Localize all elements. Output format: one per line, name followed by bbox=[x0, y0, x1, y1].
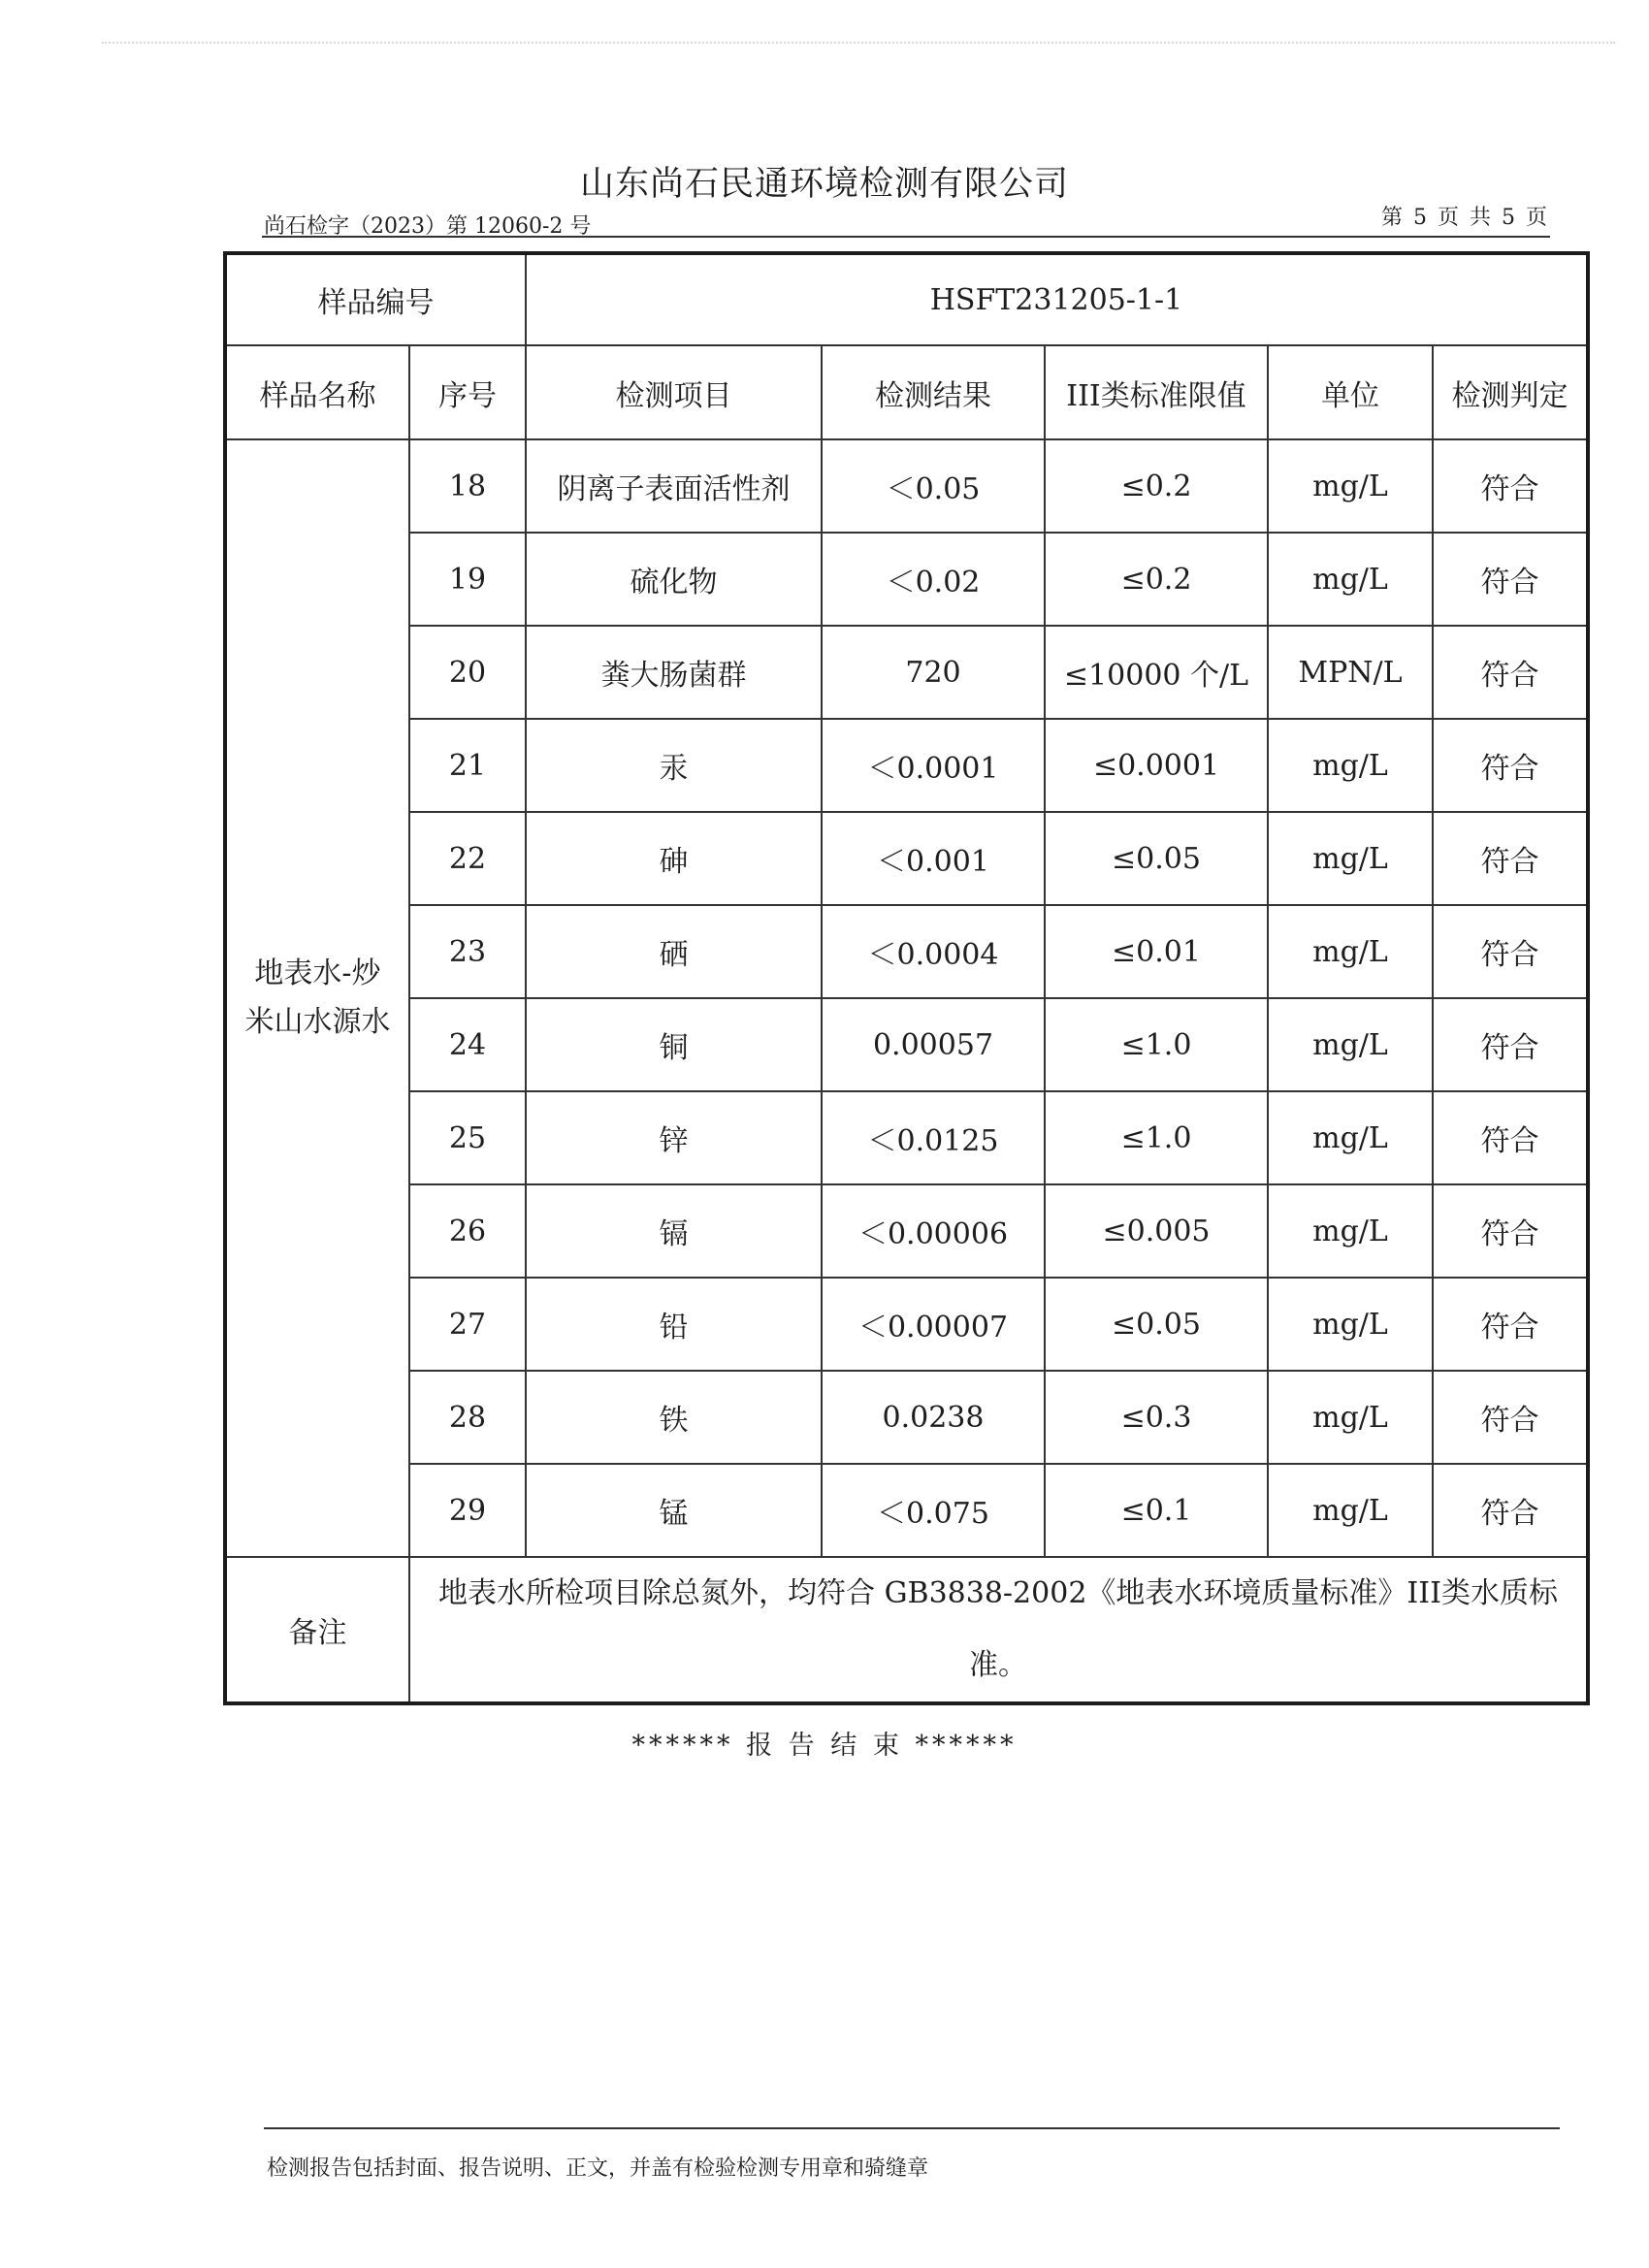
col-header-verdict: 检测判定 bbox=[1433, 345, 1588, 439]
row-verdict: 符合 bbox=[1433, 1184, 1588, 1278]
row-no: 19 bbox=[409, 533, 526, 626]
col-header-sample-name: 样品名称 bbox=[225, 345, 409, 439]
row-verdict: 符合 bbox=[1433, 905, 1588, 998]
table-row bbox=[225, 1371, 1588, 1464]
row-limit: ≤0.05 bbox=[1045, 1278, 1268, 1371]
row-verdict: 符合 bbox=[1433, 1278, 1588, 1371]
row-item: 镉 bbox=[526, 1184, 822, 1278]
row-verdict: 符合 bbox=[1433, 998, 1588, 1091]
footer-note: 检测报告包括封面、报告说明、正文，并盖有检验检测专用章和骑缝章 bbox=[267, 2156, 929, 2181]
row-limit: ≤0.2 bbox=[1045, 533, 1268, 626]
row-result: ＜0.00007 bbox=[822, 1278, 1045, 1371]
table-row bbox=[225, 1184, 1588, 1278]
row-result: 720 bbox=[822, 626, 1045, 719]
col-header-item: 检测项目 bbox=[526, 345, 822, 439]
table-row bbox=[225, 1091, 1588, 1184]
row-verdict: 符合 bbox=[1433, 1464, 1588, 1557]
report-end-mark: ****** 报 告 结 束 ****** bbox=[631, 1731, 1018, 1761]
row-item: 锰 bbox=[526, 1464, 822, 1557]
row-result: 0.0238 bbox=[822, 1371, 1045, 1464]
sample-id-row bbox=[225, 253, 1588, 345]
row-item: 硫化物 bbox=[526, 533, 822, 626]
row-limit: ≤0.01 bbox=[1045, 905, 1268, 998]
sample-id-value: HSFT231205-1-1 bbox=[526, 253, 1588, 345]
row-result: ＜0.075 bbox=[822, 1464, 1045, 1557]
row-unit: mg/L bbox=[1268, 998, 1433, 1091]
table-row bbox=[225, 998, 1588, 1091]
row-no: 21 bbox=[409, 719, 526, 812]
row-item: 锌 bbox=[526, 1091, 822, 1184]
row-no: 28 bbox=[409, 1371, 526, 1464]
table-row bbox=[225, 533, 1588, 626]
row-result: ＜0.0001 bbox=[822, 719, 1045, 812]
col-header-result: 检测结果 bbox=[822, 345, 1045, 439]
notes-label: 备注 bbox=[225, 1557, 409, 1703]
row-item: 铜 bbox=[526, 998, 822, 1091]
row-unit: mg/L bbox=[1268, 533, 1433, 626]
row-item: 硒 bbox=[526, 905, 822, 998]
row-unit: mg/L bbox=[1268, 1278, 1433, 1371]
row-result: ＜0.0125 bbox=[822, 1091, 1045, 1184]
row-no: 25 bbox=[409, 1091, 526, 1184]
row-limit: ≤0.2 bbox=[1045, 439, 1268, 533]
column-header-row bbox=[225, 345, 1588, 439]
row-no: 24 bbox=[409, 998, 526, 1091]
row-item: 粪大肠菌群 bbox=[526, 626, 822, 719]
row-limit: ≤10000 个/L bbox=[1045, 626, 1268, 719]
header-divider bbox=[262, 236, 1550, 238]
row-verdict: 符合 bbox=[1433, 626, 1588, 719]
row-no: 18 bbox=[409, 439, 526, 533]
row-verdict: 符合 bbox=[1433, 812, 1588, 905]
notes-row bbox=[225, 1557, 1588, 1703]
row-verdict: 符合 bbox=[1433, 439, 1588, 533]
row-result: 0.00057 bbox=[822, 998, 1045, 1091]
row-item: 砷 bbox=[526, 812, 822, 905]
row-unit: mg/L bbox=[1268, 812, 1433, 905]
row-no: 23 bbox=[409, 905, 526, 998]
row-limit: ≤0.0001 bbox=[1045, 719, 1268, 812]
row-verdict: 符合 bbox=[1433, 533, 1588, 626]
row-limit: ≤0.1 bbox=[1045, 1464, 1268, 1557]
sample-id-label: 样品编号 bbox=[225, 253, 526, 345]
row-no: 29 bbox=[409, 1464, 526, 1557]
row-result: ＜0.0004 bbox=[822, 905, 1045, 998]
row-limit: ≤1.0 bbox=[1045, 1091, 1268, 1184]
row-unit: MPN/L bbox=[1268, 626, 1433, 719]
table-row bbox=[225, 439, 1588, 533]
col-header-unit: 单位 bbox=[1268, 345, 1433, 439]
row-no: 20 bbox=[409, 626, 526, 719]
row-unit: mg/L bbox=[1268, 905, 1433, 998]
row-result: ＜0.001 bbox=[822, 812, 1045, 905]
row-verdict: 符合 bbox=[1433, 719, 1588, 812]
row-unit: mg/L bbox=[1268, 1464, 1433, 1557]
sample-name: 地表水-炒米山水源水 bbox=[225, 439, 409, 1557]
row-result: ＜0.05 bbox=[822, 439, 1045, 533]
results-table bbox=[223, 251, 1590, 1705]
row-limit: ≤1.0 bbox=[1045, 998, 1268, 1091]
row-unit: mg/L bbox=[1268, 439, 1433, 533]
row-limit: ≤0.005 bbox=[1045, 1184, 1268, 1278]
row-unit: mg/L bbox=[1268, 1184, 1433, 1278]
row-verdict: 符合 bbox=[1433, 1091, 1588, 1184]
row-item: 阴离子表面活性剂 bbox=[526, 439, 822, 533]
row-unit: mg/L bbox=[1268, 1371, 1433, 1464]
row-item: 汞 bbox=[526, 719, 822, 812]
table-row bbox=[225, 626, 1588, 719]
table-row bbox=[225, 1464, 1588, 1557]
row-unit: mg/L bbox=[1268, 719, 1433, 812]
notes-text: 地表水所检项目除总氮外，均符合 GB3838-2002《地表水环境质量标准》III类水质标准。 bbox=[409, 1557, 1588, 1703]
company-name: 山东尚石民通环境检测有限公司 bbox=[579, 165, 1069, 204]
col-header-no: 序号 bbox=[409, 345, 526, 439]
table-row bbox=[225, 812, 1588, 905]
col-header-limit: III类标准限值 bbox=[1045, 345, 1268, 439]
row-result: ＜0.02 bbox=[822, 533, 1045, 626]
table-row bbox=[225, 719, 1588, 812]
row-no: 26 bbox=[409, 1184, 526, 1278]
row-item: 铁 bbox=[526, 1371, 822, 1464]
scan-border-line bbox=[102, 42, 1615, 44]
table-row bbox=[225, 905, 1588, 998]
row-result: ＜0.00006 bbox=[822, 1184, 1045, 1278]
row-limit: ≤0.3 bbox=[1045, 1371, 1268, 1464]
footer-divider bbox=[264, 2127, 1560, 2129]
table-row bbox=[225, 1278, 1588, 1371]
report-number: 尚石检字（2023）第 12060-2 号 bbox=[264, 214, 592, 239]
row-limit: ≤0.05 bbox=[1045, 812, 1268, 905]
page-number: 第 5 页 共 5 页 bbox=[1381, 206, 1549, 230]
row-unit: mg/L bbox=[1268, 1091, 1433, 1184]
row-no: 22 bbox=[409, 812, 526, 905]
row-item: 铅 bbox=[526, 1278, 822, 1371]
row-no: 27 bbox=[409, 1278, 526, 1371]
row-verdict: 符合 bbox=[1433, 1371, 1588, 1464]
